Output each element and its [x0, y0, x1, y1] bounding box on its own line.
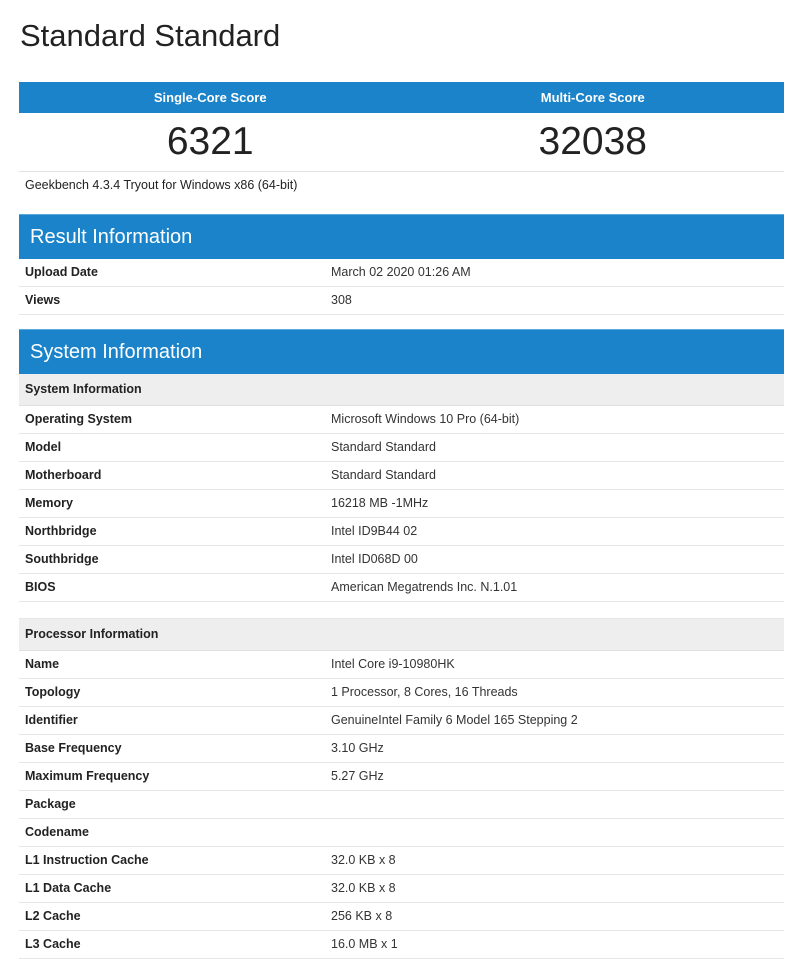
- table-row: [19, 406, 784, 434]
- row-key: Upload Date: [25, 265, 98, 279]
- table-row: [19, 287, 784, 315]
- row-value: [331, 791, 784, 818]
- table-row: [19, 259, 784, 287]
- table-row: [19, 574, 784, 602]
- processor-information-subheader: Processor Information: [19, 619, 784, 651]
- table-row: [19, 546, 784, 574]
- row-value: 5.27 GHz: [331, 769, 384, 783]
- row-key: Operating System: [25, 412, 132, 426]
- row-key: Motherboard: [25, 468, 102, 482]
- row-key: Southbridge: [25, 552, 99, 566]
- system-information-header: System Information: [19, 329, 784, 374]
- row-value: 16.0 MB x 1: [331, 937, 398, 951]
- row-key: BIOS: [25, 580, 56, 594]
- row-key: Package: [25, 797, 76, 811]
- table-row: [19, 819, 784, 847]
- row-value: American Megatrends Inc. N.1.01: [331, 580, 518, 594]
- table-row: [19, 651, 784, 679]
- row-key: L1 Data Cache: [25, 881, 112, 895]
- page-title: Standard Standard: [20, 18, 281, 53]
- table-row: [19, 791, 784, 819]
- row-value: Intel ID9B44 02: [331, 524, 418, 538]
- version-line: Geekbench 4.3.4 Tryout for Windows x86 (64-bit): [25, 178, 298, 192]
- row-value: 1 Processor, 8 Cores, 16 Threads: [331, 685, 518, 699]
- table-row: [19, 490, 784, 518]
- row-value: 308: [331, 293, 352, 307]
- row-key: L2 Cache: [25, 909, 81, 923]
- row-key: Maximum Frequency: [25, 769, 150, 783]
- row-key: Views: [25, 293, 61, 307]
- system-information-table: [19, 374, 784, 959]
- score-panel: [19, 82, 784, 172]
- table-row: [19, 518, 784, 546]
- table-row: [19, 434, 784, 462]
- row-value: 32.0 KB x 8: [331, 853, 396, 867]
- row-value: GenuineIntel Family 6 Model 165 Stepping 2: [331, 713, 578, 727]
- row-value: Microsoft Windows 10 Pro (64-bit): [331, 412, 520, 426]
- table-row: [19, 462, 784, 490]
- row-key: Name: [25, 657, 60, 671]
- row-key: Topology: [25, 685, 81, 699]
- table-row: [19, 875, 784, 903]
- result-information-header: Result Information: [19, 214, 784, 259]
- result-information-table: [19, 259, 784, 315]
- table-row: [19, 903, 784, 931]
- row-value: Standard Standard: [331, 468, 436, 482]
- row-value: 3.10 GHz: [331, 741, 384, 755]
- row-value: March 02 2020 01:26 AM: [331, 265, 471, 279]
- score-header: [19, 82, 784, 113]
- table-row: [19, 931, 784, 959]
- row-key: L3 Cache: [25, 937, 81, 951]
- row-value: Standard Standard: [331, 440, 436, 454]
- row-key: Model: [25, 440, 62, 454]
- row-key: Base Frequency: [25, 741, 122, 755]
- row-value: 16218 MB -1MHz: [331, 496, 429, 510]
- row-value: 256 KB x 8: [331, 909, 393, 923]
- row-key: Northbridge: [25, 524, 97, 538]
- table-row: [19, 679, 784, 707]
- row-value: Intel Core i9-10980HK: [331, 657, 455, 671]
- table-row: [19, 763, 784, 791]
- section-spacer: [19, 602, 784, 619]
- row-value: 32.0 KB x 8: [331, 881, 396, 895]
- single-core-score-label: Single-Core Score: [153, 90, 267, 105]
- table-row: [19, 735, 784, 763]
- multi-core-score-label: Multi-Core Score: [540, 90, 645, 105]
- single-core-score-value: 6321: [166, 120, 254, 163]
- multi-core-score-value: 32038: [538, 120, 647, 163]
- row-key: Memory: [25, 496, 73, 510]
- table-row: [19, 707, 784, 735]
- system-information-subheader: System Information: [19, 374, 784, 406]
- row-value: [331, 819, 784, 846]
- score-values: [19, 113, 784, 172]
- row-key: L1 Instruction Cache: [25, 853, 149, 867]
- row-key: Identifier: [25, 713, 78, 727]
- row-value: Intel ID068D 00: [331, 552, 418, 566]
- table-row: [19, 847, 784, 875]
- row-key: Codename: [25, 825, 89, 839]
